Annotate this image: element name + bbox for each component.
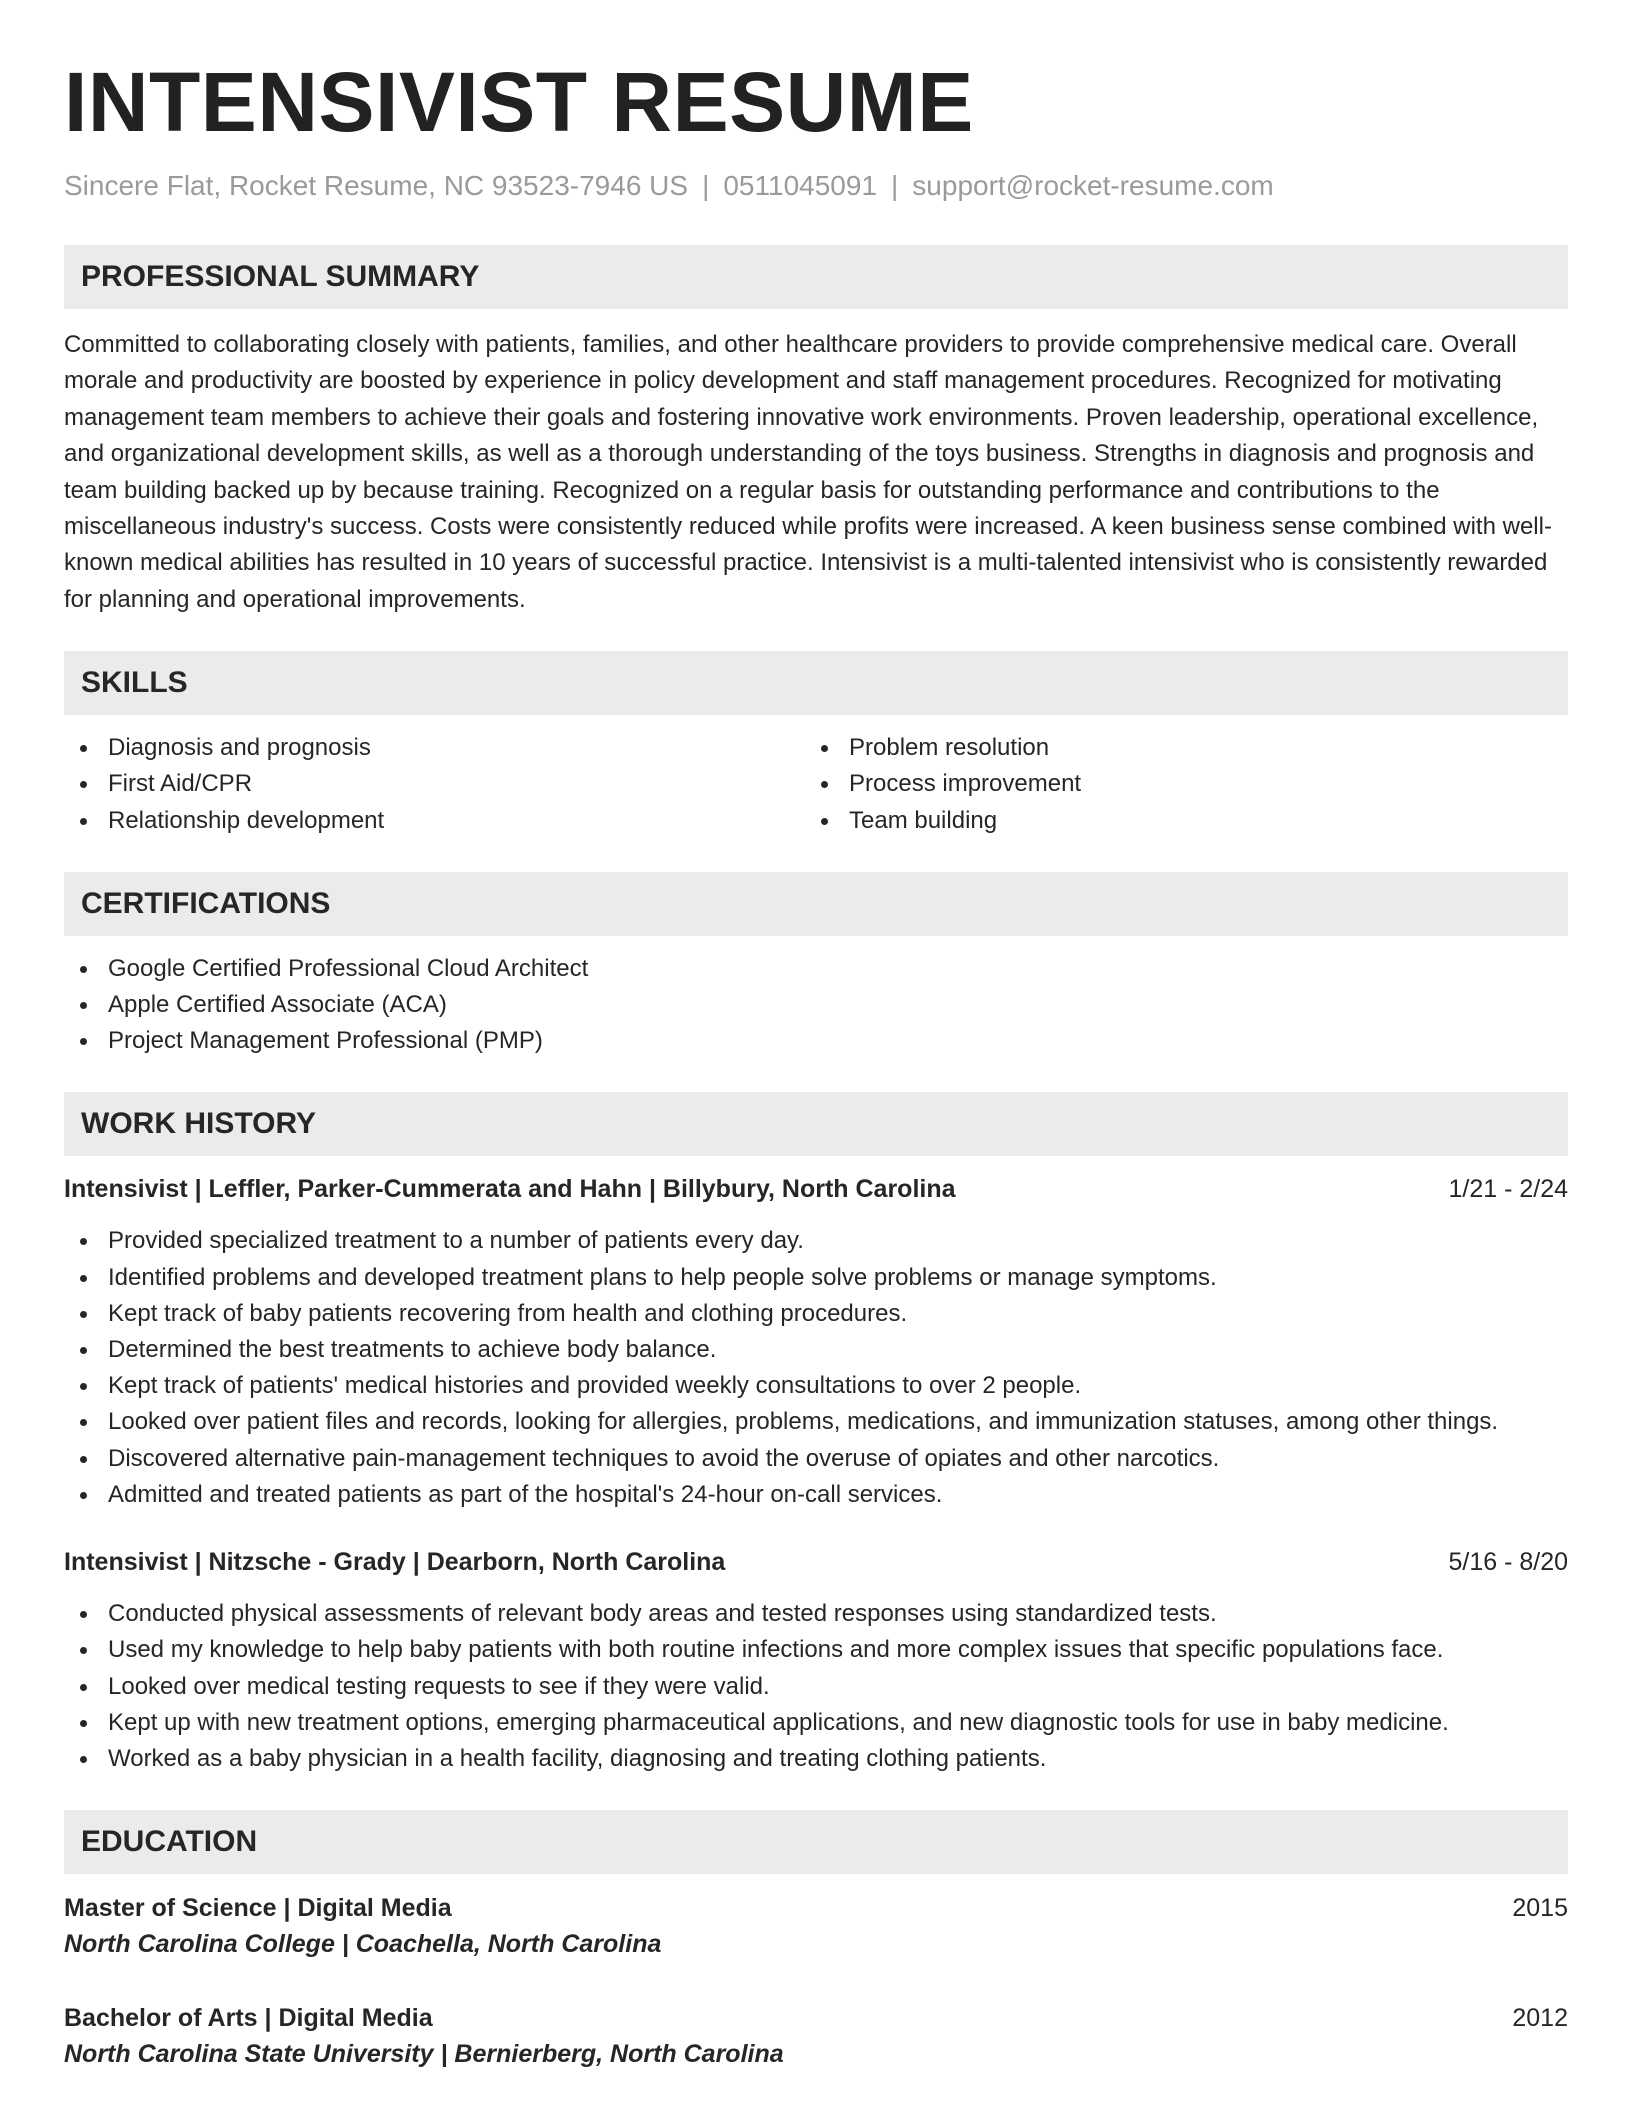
skill-item: Process improvement bbox=[805, 766, 1546, 802]
skill-item: First Aid/CPR bbox=[64, 766, 805, 802]
job-bullets bbox=[64, 1596, 1568, 1777]
education-year: 2012 bbox=[1512, 2004, 1568, 2033]
contact-separator: | bbox=[702, 170, 710, 201]
skill-item: Team building bbox=[805, 803, 1546, 839]
work-history-heading: WORK HISTORY bbox=[64, 1092, 1568, 1156]
education-heading: EDUCATION bbox=[64, 1810, 1568, 1874]
job-bullet: Looked over patient files and records, looking for allergies, problems, medications, and immunization statuses, among other things. bbox=[64, 1404, 1568, 1440]
education-entry bbox=[64, 2000, 1568, 2072]
summary-text: Committed to collaborating closely with patients, families, and other healthcare providers to provide comprehensive medical care. Overall morale and productivity are boosted by experience in policy development and staff management procedures. Recognized for motivating management team members to achieve their goals and fostering innovative work environments. Proven leadership, operational excellence, and organizational development skills, as well as a thorough understanding of the toys business. Strengths in diagnosis and prognosis and team building backed up by because training. Recognized on a regular basis for outstanding performance and contributions to the miscellaneous industry's success. Costs were consistently reduced while profits were increased. A keen business sense combined with well-known medical abilities has resulted in 10 years of successful practice. Intensivist is a multi-talented intensivist who is consistently rewarded for planning and operational improvements. bbox=[64, 331, 1552, 613]
education-header bbox=[64, 1890, 1568, 1926]
education-entry bbox=[64, 1890, 1568, 1962]
job-entry bbox=[64, 1544, 1568, 1777]
skill-item: Diagnosis and prognosis bbox=[64, 730, 805, 766]
contact-line bbox=[64, 168, 1568, 204]
job-bullet: Conducted physical assessments of relevant body areas and tested responses using standardized tests. bbox=[64, 1596, 1568, 1632]
job-bullet: Worked as a baby physician in a health facility, diagnosing and treating clothing patients. bbox=[64, 1741, 1568, 1777]
certifications-section bbox=[64, 872, 1568, 1060]
education-header bbox=[64, 2000, 1568, 2036]
education-school: North Carolina State University | Bernierberg, North Carolina bbox=[64, 2040, 784, 2069]
skill-item: Problem resolution bbox=[805, 730, 1546, 766]
skills-right-column bbox=[805, 730, 1546, 839]
job-title: Intensivist | Leffler, Parker-Cummerata and Hahn | Billybury, North Carolina bbox=[64, 1175, 956, 1204]
skills-heading: SKILLS bbox=[64, 651, 1568, 715]
education-degree: Bachelor of Arts | Digital Media bbox=[64, 2004, 433, 2033]
skill-item: Relationship development bbox=[64, 803, 805, 839]
job-bullet: Kept track of baby patients recovering from health and clothing procedures. bbox=[64, 1296, 1568, 1332]
education-year: 2015 bbox=[1512, 1894, 1568, 1923]
contact-address: Sincere Flat, Rocket Resume, NC 93523-7946 US bbox=[64, 170, 689, 201]
resume-title: INTENSIVIST RESUME bbox=[64, 55, 974, 149]
skills-section bbox=[64, 651, 1568, 839]
job-bullet: Admitted and treated patients as part of the hospital's 24-hour on-call services. bbox=[64, 1477, 1568, 1513]
skills-grid bbox=[64, 730, 1568, 839]
contact-separator: | bbox=[891, 170, 899, 201]
certifications-list bbox=[64, 951, 1568, 1060]
education-school: North Carolina College | Coachella, North Carolina bbox=[64, 1930, 662, 1959]
certification-item: Apple Certified Associate (ACA) bbox=[64, 987, 1568, 1023]
education-section bbox=[64, 1810, 1568, 2072]
job-title: Intensivist | Nitzsche - Grady | Dearborn, North Carolina bbox=[64, 1548, 726, 1577]
job-dates: 5/16 - 8/20 bbox=[1448, 1548, 1568, 1577]
contact-email[interactable]: support@rocket-resume.com bbox=[912, 170, 1274, 201]
certification-item: Google Certified Professional Cloud Architect bbox=[64, 951, 1568, 987]
job-bullets bbox=[64, 1223, 1568, 1513]
job-dates: 1/21 - 2/24 bbox=[1448, 1175, 1568, 1204]
job-bullet: Identified problems and developed treatment plans to help people solve problems or manage symptoms. bbox=[64, 1260, 1568, 1296]
certifications-heading: CERTIFICATIONS bbox=[64, 872, 1568, 936]
job-bullet: Determined the best treatments to achieve body balance. bbox=[64, 1332, 1568, 1368]
job-bullet: Provided specialized treatment to a number of patients every day. bbox=[64, 1223, 1568, 1259]
certification-item: Project Management Professional (PMP) bbox=[64, 1023, 1568, 1059]
job-header bbox=[64, 1544, 1568, 1580]
education-degree: Master of Science | Digital Media bbox=[64, 1894, 452, 1923]
job-bullet: Discovered alternative pain-management techniques to avoid the overuse of opiates and other narcotics. bbox=[64, 1441, 1568, 1477]
job-bullet: Used my knowledge to help baby patients with both routine infections and more complex issues that specific populations face. bbox=[64, 1632, 1568, 1668]
job-bullet: Kept track of patients' medical histories and provided weekly consultations to over 2 people. bbox=[64, 1368, 1568, 1404]
job-bullet: Kept up with new treatment options, emerging pharmaceutical applications, and new diagnostic tools for use in baby medicine. bbox=[64, 1705, 1568, 1741]
summary-heading: PROFESSIONAL SUMMARY bbox=[64, 245, 1568, 309]
job-header bbox=[64, 1171, 1568, 1207]
job-entry bbox=[64, 1171, 1568, 1513]
work-history-section bbox=[64, 1092, 1568, 1777]
summary-section bbox=[64, 245, 1568, 618]
job-bullet: Looked over medical testing requests to see if they were valid. bbox=[64, 1669, 1568, 1705]
contact-phone: 0511045091 bbox=[723, 170, 878, 201]
skills-left-column bbox=[64, 730, 805, 839]
